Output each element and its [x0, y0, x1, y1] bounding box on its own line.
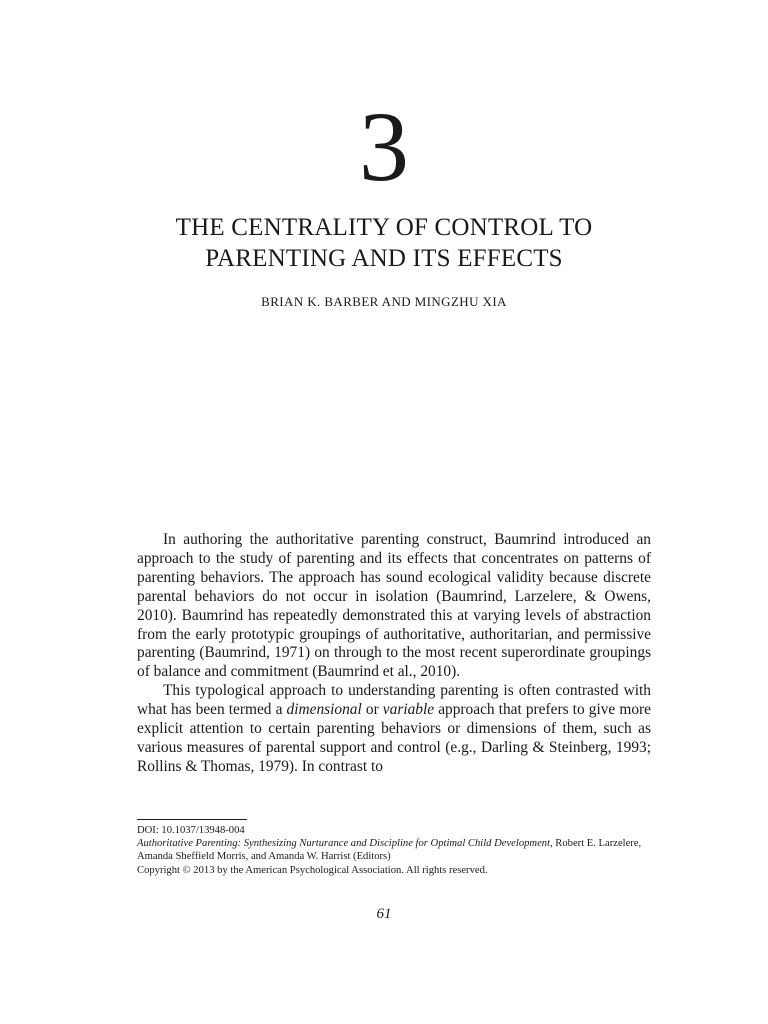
- chapter-title: [100, 212, 668, 274]
- footnote-editors: Robert E. Larzelere, Amanda Sheffield Morris, and Amanda W. Harrist (Editors): [137, 838, 642, 863]
- paragraph-2: [137, 682, 651, 777]
- chapter-authors: BRIAN K. BARBER AND MINGZHU XIA: [261, 294, 507, 309]
- paragraph-2-text-c: approach that prefers to give more explicit attention to certain parenting behaviors or dimensions of them, such as various measures of parental support and control (e.g., Darling & Steinberg, 1993; Rollins & Thomas, 1979). In contrast to: [137, 701, 651, 775]
- term-variable: variable: [382, 701, 435, 719]
- page-number: 61: [376, 906, 392, 922]
- footnote-doi: DOI: 10.1037/13948-004: [137, 825, 245, 836]
- footnote: [137, 824, 651, 877]
- chapter-title-line-1: THE CENTRALITY OF CONTROL TO: [175, 214, 593, 241]
- term-dimensional: dimensional: [286, 701, 362, 719]
- footnote-book-title: Authoritative Parenting: Synthesizing Nurturance and Discipline for Optimal Child Development,: [137, 838, 553, 850]
- paragraph-1: In authoring the authoritative parenting construct, Baumrind introduced an approach to the study of parenting and its effects that concentrates on patterns of parenting behaviors. The approach has sound ecological validity because discrete parental behaviors do not occur in isolation (Baumrind, Larzelere, & Owens, 2010). Baumrind has repeatedly demonstrated this at varying levels of abstraction from the early prototypic groupings of authoritative, authoritarian, and permissive parenting (Baumrind, 1971) on through to the most recent superordinate groupings of balance and commitment (Baumrind et al., 2010).: [137, 531, 651, 681]
- paragraph-2-text-b: or: [361, 701, 383, 719]
- chapter-number: 3: [359, 91, 409, 202]
- body-text: [137, 531, 651, 777]
- chapter-title-line-2: PARENTING AND ITS EFFECTS: [205, 245, 563, 272]
- footnote-copyright: Copyright © 2013 by the American Psychological Association. All rights reserved.: [137, 864, 488, 876]
- footnote-rule: [137, 819, 247, 820]
- paragraph-2-text-a: This typological approach to understanding parenting is often contrasted with what has been termed a: [137, 682, 651, 719]
- footnote-source: [137, 837, 651, 863]
